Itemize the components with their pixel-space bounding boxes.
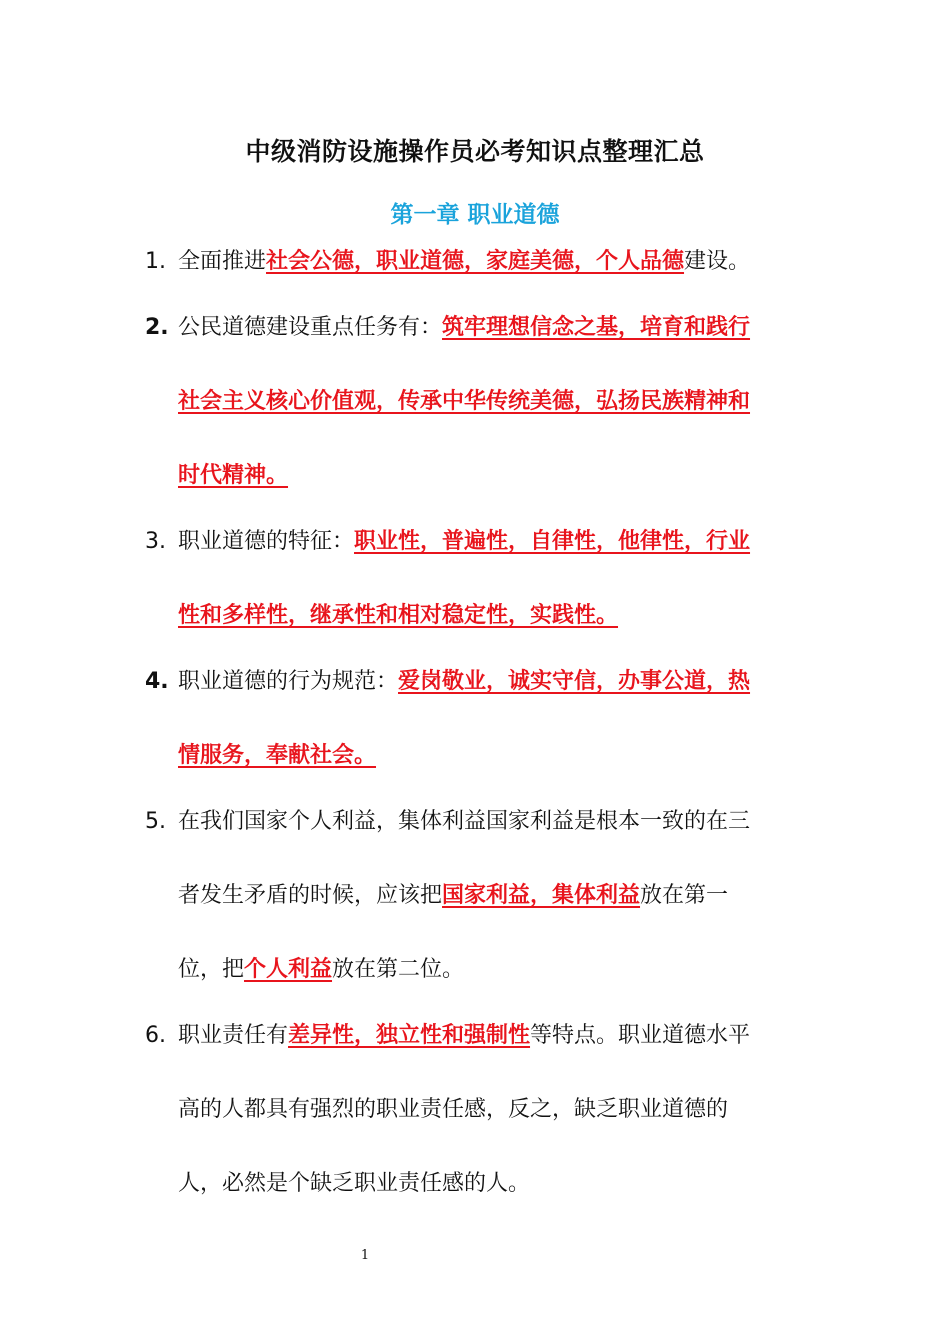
body-text: 职业责任有 xyxy=(178,1023,289,1048)
body-text: 在我们国家个人利益，集体利益国家利益是根本一致的在三 xyxy=(178,809,751,834)
highlighted-text: 情服务，奉献社会。 xyxy=(178,743,377,768)
body-text: 人，必然是个缺乏职业责任感的人。 xyxy=(178,1171,531,1196)
item-line xyxy=(178,382,818,422)
item-line xyxy=(178,1016,818,1056)
item-line xyxy=(178,456,818,496)
item-line xyxy=(178,1090,818,1130)
highlighted-text: 性和多样性，继承性和相对稳定性，实践性。 xyxy=(178,603,619,628)
item-line xyxy=(178,802,818,842)
item-line xyxy=(178,596,818,636)
body-text: 位，把 xyxy=(178,957,245,982)
item-line xyxy=(178,522,818,562)
item-line xyxy=(178,950,818,990)
item-number: 3. xyxy=(145,529,166,554)
highlighted-text: 个人利益 xyxy=(244,957,333,982)
item-line xyxy=(178,1164,818,1204)
highlighted-text: 职业性，普遍性，自律性，他律性，行业 xyxy=(354,529,751,554)
body-text: 职业道德的行为规范： xyxy=(178,669,399,694)
item-line xyxy=(178,308,818,348)
highlighted-text: 筑牢理想信念之基，培育和践行 xyxy=(442,315,751,340)
item-number: 5. xyxy=(145,809,166,834)
item-number: 1. xyxy=(145,249,166,274)
item-number: 6. xyxy=(145,1023,166,1048)
item-line xyxy=(178,736,818,776)
body-text: 放在第一 xyxy=(640,883,729,908)
body-text: 职业道德的特征： xyxy=(178,529,355,554)
highlighted-text: 国家利益，集体利益 xyxy=(442,883,641,908)
highlighted-text: 爱岗敬业，诚实守信，办事公道，热 xyxy=(398,669,751,694)
body-text: 者发生矛盾的时候，应该把 xyxy=(178,883,443,908)
body-text: 高的人都具有强烈的职业责任感，反之，缺乏职业道德的 xyxy=(178,1097,729,1122)
highlighted-text: 社会公德，职业道德，家庭美德，个人品德 xyxy=(266,249,685,274)
body-text: 公民道德建设重点任务有： xyxy=(178,315,443,340)
body-text: 全面推进 xyxy=(178,249,267,274)
body-text: 建设。 xyxy=(684,249,751,274)
item-line xyxy=(178,242,818,282)
chapter-heading: 第一章 职业道德 xyxy=(390,202,560,228)
item-line xyxy=(178,876,818,916)
body-text: 放在第二位。 xyxy=(332,957,465,982)
highlighted-text: 差异性，独立性和强制性 xyxy=(288,1023,531,1048)
item-number: 2. xyxy=(145,315,169,340)
document-title: 中级消防设施操作员必考知识点整理汇总 xyxy=(245,137,705,166)
page-number: 1 xyxy=(360,1248,370,1263)
body-text: 等特点。职业道德水平 xyxy=(530,1023,751,1048)
highlighted-text: 时代精神。 xyxy=(178,463,289,488)
item-line xyxy=(178,662,818,702)
item-number: 4. xyxy=(145,669,169,694)
highlighted-text: 社会主义核心价值观，传承中华传统美德，弘扬民族精神和 xyxy=(178,389,751,414)
